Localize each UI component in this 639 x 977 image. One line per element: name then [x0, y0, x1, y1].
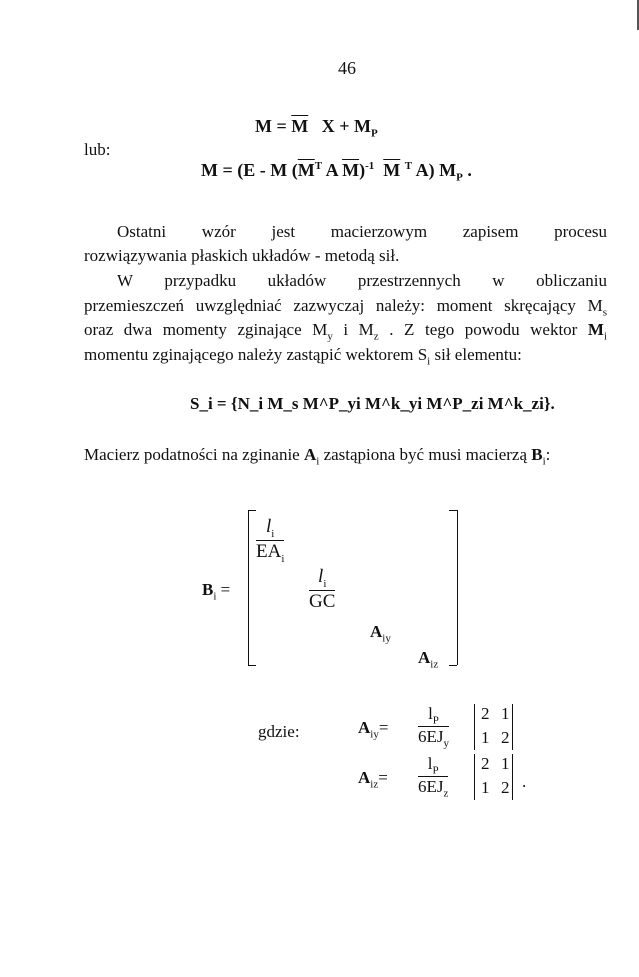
matrix-b-entry-4: $A_{iz}$	[418, 648, 439, 671]
bracket-tick	[248, 510, 256, 511]
gdzie-label: gdzie:	[258, 722, 300, 741]
para2-line3: oraz dwa momenty zginające $M_y$ i $M_z$ . Z tego powodu wektor $M_i$	[84, 320, 608, 343]
para2-line1: W przypadku układów przestrzennych w obliczaniu	[117, 271, 607, 290]
page-number: 46	[338, 58, 356, 78]
equation-si: S_i = {N_i M_s M^P_yi M^k_yi M^P_zi M^k_zi}.	[190, 394, 555, 413]
a-iy-label: $A_{iy}=$	[358, 718, 389, 741]
bracket-tick	[248, 665, 256, 666]
a-iz-period: .	[522, 772, 527, 791]
a-iz-matrix: 2 1 1 2	[474, 754, 513, 800]
matrix-b-label: $B_i$ =	[202, 580, 231, 603]
para1-line2: rozwiązywania płaskich układów - metodą sił.	[84, 246, 400, 265]
lub-label: lub:	[84, 140, 111, 159]
equation-2: M = (E - M ($\overline{M}^T$ A $\overline{M})^{-1}$ $\overline{M}$ $^T$ A) $M_P$ .	[201, 160, 472, 184]
matrix-b-entry-3: $A_{iy}$	[370, 622, 391, 645]
para2-line2: przemieszczeń uwzględniać zazwyczaj należy: moment skręcający $M_s$	[84, 296, 607, 319]
a-iy-matrix: 2 1 1 2	[474, 704, 513, 750]
a-iz-label: $A_{iz}=$	[358, 768, 388, 791]
sentence-macierz: Macierz podatności na zginanie $A_i$ zastąpiona być musi macierzą $B_i$:	[84, 445, 551, 468]
para2-line4: momentu zginającego należy zastąpić wektorem $S_i$ sił elementu:	[84, 345, 522, 368]
bracket-tick	[449, 665, 457, 666]
a-iy-fraction: $l_P$ $6EJ_y$	[418, 704, 449, 750]
equation-1: $M = \overline{M}$ $X + M_P$	[255, 116, 378, 140]
a-iz-fraction: $l_P$ $6EJ_z$	[418, 754, 449, 800]
matrix-b-entry-2: $\frac{l_i}{GC}$	[309, 566, 336, 612]
matrix-b-entry-1: $l_i$ $EA_i$	[256, 516, 285, 565]
bracket-tick	[449, 510, 457, 511]
para1-line1: Ostatni wzór jest macierzowym zapisem procesu	[117, 222, 607, 241]
